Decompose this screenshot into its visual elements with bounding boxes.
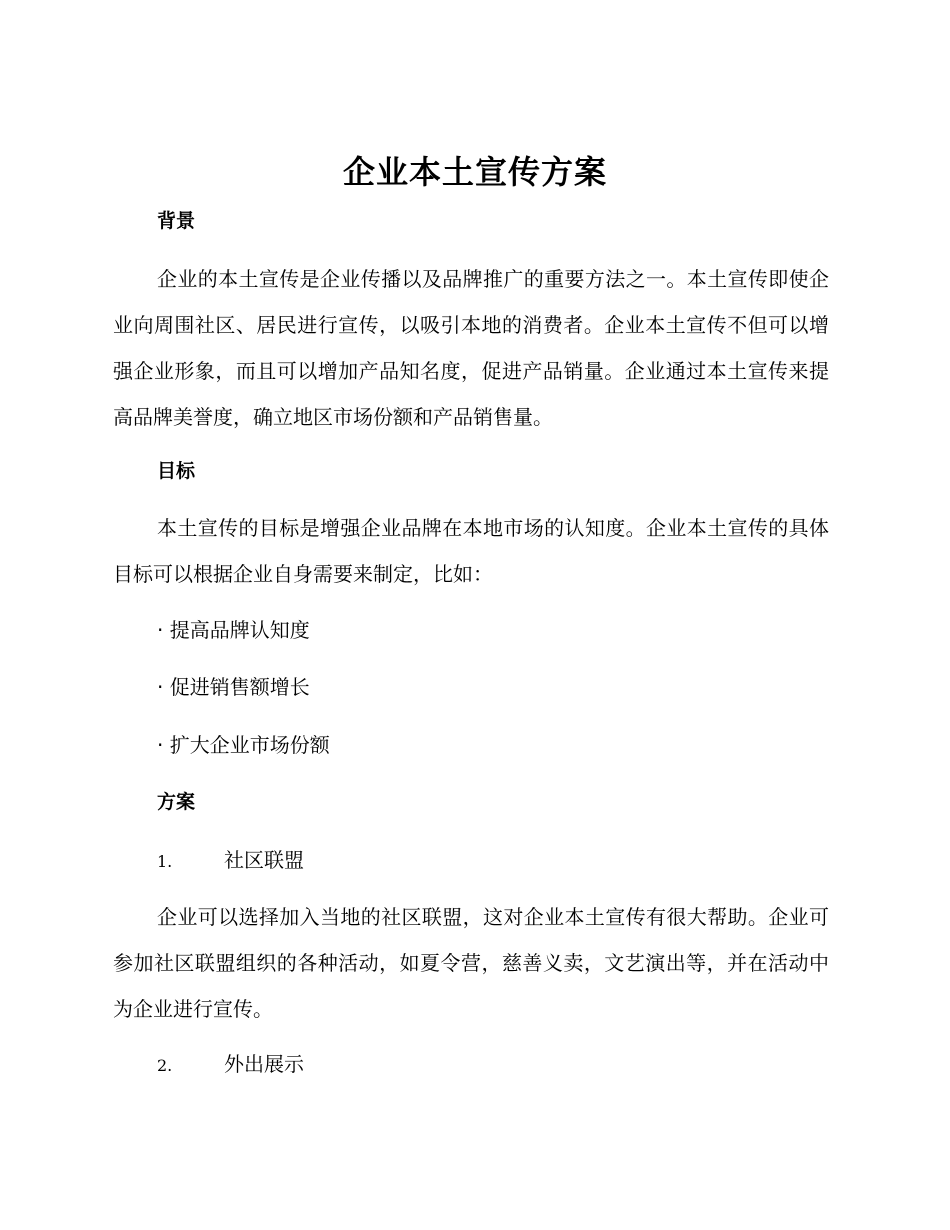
document-title: 企业本土宣传方案 xyxy=(342,153,607,191)
section-heading-goals: 目标 xyxy=(157,460,196,482)
plan-item-number: 2. xyxy=(157,1056,173,1075)
plan-item-paragraph: 企业可以选择加入当地的社区联盟，这对企业本土宣传有很大帮助。企业可参加社区联盟组织的各种活动，如夏令营，慈善义卖，文艺演出等，并在活动中为企业进行宣传。 xyxy=(113,905,829,1021)
goal-bullet-item: · 扩大企业市场份额 xyxy=(157,733,330,757)
plan-item-label: 外出展示 xyxy=(224,1052,304,1076)
section-heading-plan: 方案 xyxy=(157,791,196,813)
plan-item-heading xyxy=(157,845,304,877)
plan-item-heading xyxy=(157,1049,304,1081)
goal-bullet-item: · 促进销售额增长 xyxy=(157,675,310,699)
plan-item-number: 1. xyxy=(157,852,173,871)
goals-paragraph: 本土宣传的目标是增强企业品牌在本地市场的认知度。企业本土宣传的具体目标可以根据企业自身需要来制定，比如： xyxy=(113,516,829,586)
plan-item-label: 社区联盟 xyxy=(224,848,304,872)
goal-bullet-item: · 提高品牌认知度 xyxy=(157,618,310,642)
section-heading-background: 背景 xyxy=(157,210,196,232)
background-paragraph: 企业的本土宣传是企业传播以及品牌推广的重要方法之一。本土宣传即使企业向周围社区、居民进行宣传，以吸引本地的消费者。企业本土宣传不但可以增强企业形象，而且可以增加产品知名度，促进产品销量。企业通过本土宣传来提高品牌美誉度，确立地区市场份额和产品销售量。 xyxy=(113,267,829,429)
